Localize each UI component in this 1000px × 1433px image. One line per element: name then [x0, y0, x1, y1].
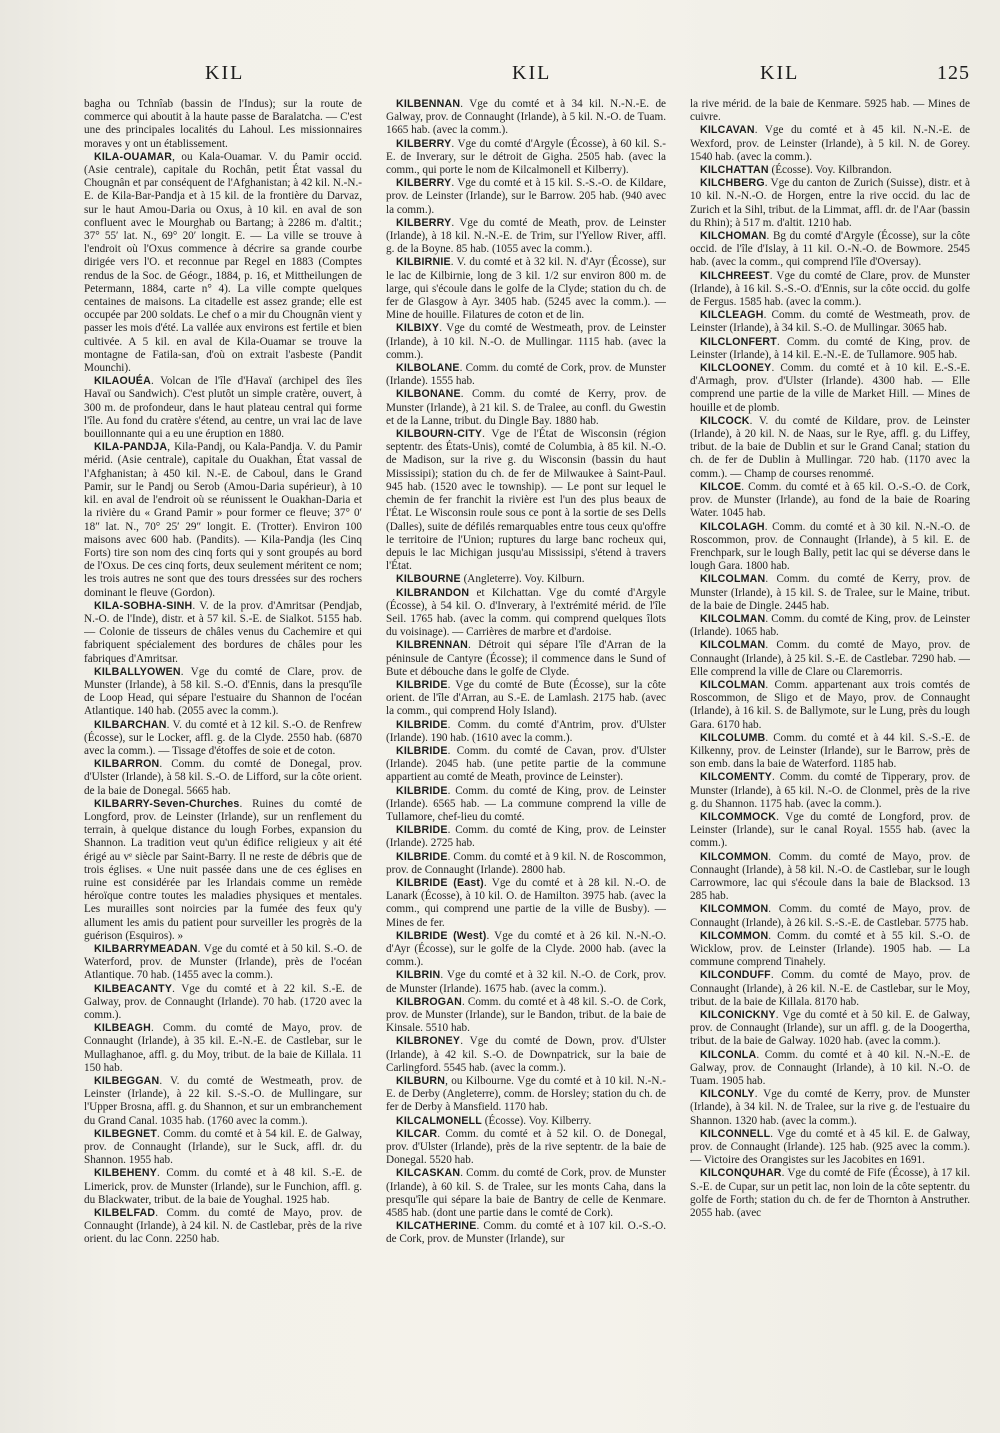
dictionary-entry: [386, 177, 666, 217]
entry-text: . Bg du comté d'Argyle (Écosse), sur la côte occid. de l'île d'Islay, à 11 kil. O.-N.-O. de Bowmore. 2545 hab. (avec la comm., qui comprend l'île d'Oversay).: [690, 230, 970, 269]
entry-headword: KILCLOONEY: [700, 362, 772, 375]
entry-headword: KILBRIDE: [396, 784, 448, 797]
entry-headword: KILCOLMAN: [700, 612, 766, 625]
entry-headword: KILCOLMAN: [700, 639, 766, 652]
entry-headword: KILBOLANE: [396, 362, 460, 375]
entry-headword: KILBENNAN: [396, 98, 461, 110]
entry-headword: KILCOLUMB: [700, 731, 766, 744]
entry-text: la rive mérid. de la baie de Kenmare. 5925 hab. — Mines de cuivre.: [690, 98, 970, 124]
dictionary-entry: [84, 98, 362, 151]
dictionary-entry: [386, 587, 666, 640]
entry-text: . Comm. du comté de Westmeath, prov. de Leinster (Irlande), à 34 kil. S.-O. de Mullingar. 3065 hab.: [690, 309, 970, 335]
entry-headword: KILBARRON: [94, 758, 160, 771]
entry-headword: KILCOLMAN: [700, 678, 766, 691]
dictionary-entry: [690, 309, 970, 335]
entry-headword: KILBRIN: [396, 969, 441, 982]
entry-text: . V. du comté de Westmeath, prov. de Leinster (Irlande), à 22 kil. S.-S.-O. de Mullingare, sur l'Upper Brosna, affl. g. du Shannon, et sur un embranchement du Grand Canal. 1035 hab. (1760 avec la comm.).: [84, 1075, 362, 1127]
entry-text: . Vge du comté et à 34 kil. N.-N.-E. de Galway, prov. de Connaught (Irlande), à 5 kil. N.-O. de Tuam. 1665 hab. (avec la comm.).: [386, 98, 666, 137]
dictionary-entry: [84, 983, 362, 1023]
dictionary-entry: [84, 943, 362, 983]
entry-text: . Comm. du comté de Kerry, prov. de Munster (Irlande), à 15 kil. S. de Tralee, sur le Maine, tribut. de la baie de Dingle. 2445 hab.: [690, 573, 970, 612]
entry-text: . Comm. du comté de Mayo, prov. de Connaught (Irlande), à 25 kil. S.-E. de Castlebar. 7290 hab. — Elle comprend la ville de Clare ou Claremorris.: [690, 639, 970, 678]
entry-text: . Comm. du comté d'Antrim, prov. d'Ulster (Irlande). 190 hab. (1610 avec la comm.).: [386, 718, 666, 744]
running-header: [70, 62, 970, 92]
entry-text: . Comm. du comté de Mayo, prov. de Connaught (Irlande), à 26 kil. N.-E. de Castlebar, sur le Moy, tribut. de la baie de Killala. 8170 hab.: [690, 969, 970, 1008]
entry-text: . Vge du comté de Fife (Écosse), à 17 kil. S.-E. de Cupar, sur un petit lac, non loin de la côte septentr. du golfe de Forth; station du ch. de fer de Thornton à Anstruther. 2055 hab. (avec: [690, 1167, 970, 1220]
dictionary-entry: [690, 1128, 970, 1168]
entry-headword: KILCAR: [396, 1127, 438, 1140]
entry-text: . Comm. du comté et à 30 kil. N.-N.-O. de Roscommon, prov. de Connaught (Irlande), à 5 kil. E. de Frenchpark, sur le lough Bally, petit lac qui se déverse dans le lough Gara. 1800 hab.: [690, 520, 970, 573]
dictionary-entry: [386, 679, 666, 719]
entry-headword: KILBRANDON: [396, 586, 470, 599]
entry-headword: KILCLEAGH: [700, 309, 764, 322]
entry-headword: KILCHOMAN: [700, 230, 767, 243]
entry-text: . Vge du comté et à 15 kil. S.-S.-O. de Kildare, prov. de Leinster (Irlande), sur le Barrow. 205 hab. (940 avec la comm.).: [386, 177, 666, 216]
entry-headword: KILBELFAD: [94, 1207, 156, 1220]
entry-headword: KILCONICKNY: [700, 1009, 776, 1022]
entry-text: . Vge du comté de Westmeath, prov. de Leinster (Irlande), à 10 kil. N.-O. de Mullingar. 1115 hab. (avec la comm.).: [386, 322, 666, 361]
entry-text: . Comm. du comté et à 107 kil. O.-S.-O. de Cork, prov. de Munster (Irlande), sur: [386, 1220, 666, 1246]
entry-headword: KILCONLY: [700, 1088, 755, 1101]
entry-headword: KILBOURNE: [396, 573, 461, 586]
dictionary-entry: [690, 124, 970, 164]
entry-text: . Comm. du comté et à 54 kil. E. de Galway, prov. de Connaught (Irlande), sur le Suck, affl. dr. du Shannon. 1955 hab.: [84, 1127, 362, 1167]
entry-text: . Comm. du comté de Cork, prov. de Munster (Irlande), à 60 kil. S. de Tralee, sur les monts Caha, dans la presqu'île qui sépare la baie de Bantry de celle de Kenmare. 4585 hab. (dont une partie dans le comté de Cork).: [386, 1167, 666, 1220]
dictionary-entry: [386, 996, 666, 1036]
dictionary-entry: [386, 138, 666, 178]
entry-headword: KILBARRYMEADAN: [94, 943, 198, 955]
dictionary-entry: [386, 1220, 666, 1246]
entry-text: . V. du comté et à 12 kil. S.-O. de Renfrew (Écosse), sur le Locker, affl. g. de la Clyde. 2550 hab. (6870 avec la comm.). — Tissage d'étoffes de soie et de coton.: [84, 718, 362, 757]
entry-text: . Comm. du comté de Mayo, prov. de Connaught (Irlande), à 24 kil. N. de Castlebar, près de la rive orient. du lac Conn. 2250 hab.: [84, 1207, 362, 1246]
entry-headword: KILA-PANDJA: [94, 441, 168, 454]
column-2: [386, 98, 666, 1388]
column-1: [84, 98, 362, 1388]
entry-text: . Comm. du comté et à 48 kil. S.-O. de Cork, prov. de Munster (Irlande), sur le Bandon, tribut. de la baie de Kinsale. 5510 hab.: [386, 995, 666, 1035]
entry-headword: KILBEAGH: [94, 1022, 151, 1035]
dictionary-entry: [690, 732, 970, 772]
dictionary-entry: [690, 1088, 970, 1128]
dictionary-entry: [84, 719, 362, 759]
entry-headword: KILCONDUFF: [700, 969, 771, 982]
entry-text: . Vge de l'État de Wisconsin (région septentr. des États-Unis), comté de Columbia, à 85 kil. N.-O. de Madison, sur la rive g. du Wisconsin (bassin du haut Mississipi); station du ch. de fer de Milwaukee à Saint-Paul. 945 hab. (1520 avec le township). — Le pont sur lequel le chemin de fer franchit la rivière est l'un des plus beaux de l'État. Le Wisconsin roule sous ce pont à la sortie de ses Dells (Dalles), suite de défilés remarquables entre tous ceux qu'offre le territoire de l'Union; ruptures du large banc rocheux qui, depuis le lac Michigan jusqu'au Mississipi, s'étend à travers l'État.: [386, 428, 666, 573]
entry-text: . Vge du comté de Down, prov. d'Ulster (Irlande), à 42 kil. S.-O. de Downpatrick, sur la baie de Carlingford. 5545 hab. (avec la comm.).: [386, 1035, 666, 1074]
dictionary-entry: [690, 1009, 970, 1049]
header-right: KIL: [760, 62, 800, 84]
dictionary-entry: [690, 851, 970, 904]
dictionary-entry: [386, 1128, 666, 1168]
dictionary-entry: [386, 1167, 666, 1220]
entry-headword: KILBRIDE (East): [396, 876, 484, 889]
entry-text: . Comm. du comté de Tipperary, prov. de Munster (Irlande), à 65 kil. N.-O. de Clonmel, près de la rive g. du Shannon. 1175 hab. (avec la comm.).: [690, 771, 970, 810]
entry-headword: KILCOMMON: [700, 929, 769, 942]
dictionary-entry: [84, 1128, 362, 1168]
entry-text: . Vge du comté et à 45 kil. N.-N.-E. de Wexford, prov. de Leinster (Irlande), à 5 kil. N. de Gorey. 1540 hab. (avec la comm.).: [690, 124, 970, 163]
entry-text: . Vge du comté de Clare, prov. de Munster (Irlande), à 16 kil. S.-S.-O. d'Ennis, sur la côte occid. du golfe de Fergus. 1585 hab. (avec la comm.).: [690, 269, 970, 309]
entry-headword: KILCASKAN: [396, 1167, 461, 1180]
entry-text: . Comm. du comté et à 9 kil. N. de Roscommon, prov. de Connaught (Irlande). 2800 hab.: [386, 850, 666, 876]
dictionary-entry: [690, 930, 970, 970]
entry-text: . Comm. du comté et à 40 kil. N.-N.-E. de Galway, prov. de Connaught (Irlande), à 10 kil. N.-O. de Tuam. 1905 hab.: [690, 1048, 970, 1088]
dictionary-entry: [84, 1075, 362, 1128]
dictionary-entry: [690, 1167, 970, 1220]
entry-headword: KILBRIDE: [396, 678, 448, 691]
entry-headword: KILCOMENTY: [700, 771, 773, 784]
dictionary-entry: [386, 824, 666, 850]
entry-headword: KILCAVAN: [700, 124, 755, 137]
entry-text: . V. du comté de Kildare, prov. de Leinster (Irlande), à 20 kil. N. de Naas, sur le Rye, affl. g. du Liffey, tribut. de la baie de Dublin et sur le Grand Canal; station du ch. de fer de Dublin à Mullingar. 720 hab. (1170 avec la comm.). — Champ de courses renommé.: [690, 414, 970, 480]
entry-headword: KILBRIDE: [396, 744, 448, 757]
entry-text: . Vge du comté et à 45 kil. E. de Galway, prov. de Connaught (Irlande). 125 hab. (925 avec la comm.). — Victoire des Orangistes sur les Jacobites en 1691.: [690, 1127, 970, 1167]
dictionary-entry: [386, 362, 666, 388]
entry-text: et Kilchattan. Vge du comté d'Argyle (Écosse), à 54 kil. O. d'Inverary, à l'extrémité mérid. de l'île Seil. 1765 hab. (avec la comm. qui comprend quelques îlots du voisinage). — Carrières de marbre et d'ardoise.: [386, 586, 666, 639]
entry-headword: KILCOE: [700, 480, 742, 493]
entry-headword: KILCOMMON: [700, 850, 769, 863]
entry-headword: KILCONQUHAR: [700, 1167, 782, 1180]
dictionary-entry: [690, 98, 970, 124]
column-3: [690, 98, 970, 1388]
dictionary-entry: [84, 441, 362, 599]
dictionary-entry: [690, 903, 970, 929]
dictionary-entry: [84, 666, 362, 719]
dictionary-entry: [690, 771, 970, 811]
dictionary-entry: [386, 98, 666, 138]
entry-text: . Vge du comté et à 22 kil. S.-E. de Galway, prov. de Connaught (Irlande). 70 hab. (1720 avec la comm.).: [84, 982, 362, 1022]
entry-text: , ou Kala-Ouamar. V. du Pamir occid. (Asie centrale), capitale du Rochân, petit État vassal du Chougnân et par conséquent de l'Afghanistan; à 42 kil. N.-N.-E. de Kila-Bar-Pandja et à 15 kil. de la frontière du Darvaz, sur le haut Amou-Daria ou Oxus, à 10 kil. en aval de son confluent avec le Mourghab ou Bartang; à 2286 m. d'altit.; 37° 55′ lat. N., 69° 20′ longit. E. — La ville se trouve à l'endroit où l'Oxus commence à décrire sa grande courbe dirigée vers l'O. et reconnue par Regel en 1883 (Comptes rendus de la Soc. de Géogr., 1884, p. 16, et Mittheilungen de Petermann, 1884, carte n° 4). La ville compte quelques centaines de maisons. La citadelle est assez grande; elle est occupée par 200 soldats. Le chef o a mir du Chougnân vient y passer les mois d'été. La vallée aux environs est fertile et bien cultivée. A 5 kil. en aval de Kila-Ouamar se trouve la montagne de Fatila-san, d'où on extrait l'asbeste (Pandit Mounchi).: [84, 150, 362, 375]
entry-headword: KILBEACANTY: [94, 982, 173, 995]
entry-headword: KILBEGGAN: [94, 1075, 160, 1088]
entry-headword: KILBRONEY: [396, 1035, 461, 1048]
dictionary-entry: [386, 851, 666, 877]
entry-headword: KILCOLMAN: [700, 573, 766, 586]
entry-text: . Comm. du comté de King, prov. de Leinster (Irlande). 1065 hab.: [690, 612, 970, 639]
entry-headword: KILBIRNIE: [396, 256, 451, 269]
entry-headword: KILBURN: [396, 1075, 446, 1088]
dictionary-entry: [690, 481, 970, 521]
entry-text: . Comm. du comté et à 48 kil. S.-E. de Limerick, prov. de Munster (Irlande), sur le Funchion, affl. g. du Blackwater, tribut. de la baie de Youghal. 1925 hab.: [84, 1167, 362, 1206]
entry-text: . Vge du comté et à 50 kil. S.-O. de Waterford, prov. de Munster (Irlande), près de l'océan Atlantique. 70 hab. (1455 avec la comm.).: [84, 943, 362, 982]
entry-headword: KILBRIDE: [396, 850, 448, 863]
entry-text: . Vge du comté et à 50 kil. E. de Galway, prov. de Connaught (Irlande), sur un affl. g. de la Doogertha, tribut. de la baie de Galway. 1020 hab. (avec la comm.).: [690, 1009, 970, 1048]
entry-headword: KILBEGNET: [94, 1127, 158, 1140]
dictionary-entry: [690, 1049, 970, 1089]
entry-headword: KILCOLAGH: [700, 520, 765, 533]
entry-text: . Comm. du comté de King, prov. de Leinster (Irlande), à 14 kil. E.-N.-E. de Tullamore. 905 hab.: [690, 335, 970, 361]
entry-headword: KILCOCK: [700, 414, 750, 427]
dictionary-entry: [386, 1075, 666, 1115]
dictionary-entry: [386, 639, 666, 679]
entry-text: . Comm. du comté de King, prov. de Leinster (Irlande). 2725 hab.: [386, 824, 666, 850]
entry-text: . Volcan de l'île d'Havaï (archipel des îles Havaï ou Sandwich). C'est plutôt un simple cratère, ouvert, à 300 m. de profondeur, dans le haut plateau central qui forme l'île. Au fond du cratère s'étend, au centre, un vrai lac de lave bouillonnante qui a eu une éruption en 1880.: [84, 375, 362, 441]
dictionary-entry: [386, 573, 666, 586]
entry-headword: KILBOURN-CITY: [396, 428, 483, 441]
entry-text: . Vge du comté de Clare, prov. de Munster (Irlande), à 58 kil. S.-O. d'Ennis, dans la presqu'île de Loop Head, qui sépare l'estuaire du Shannon de l'océan Atlantique. 140 hab. (2055 avec la comm.).: [84, 665, 362, 718]
entry-text: (Angleterre). Voy. Kilburn.: [460, 573, 585, 586]
dictionary-entry: [84, 798, 362, 943]
dictionary-entry: [84, 151, 362, 375]
entry-headword: KILCONNELL: [700, 1127, 771, 1140]
entry-headword: KILBARRY-Seven-Churches: [94, 797, 240, 810]
dictionary-entry: [690, 679, 970, 732]
entry-text: . Vge du comté et à 28 kil. N.-O. de Lanark (Écosse), à 10 kil. O. de Hamilton. 3975 hab. (avec la comm., qui comprend une partie de la ville de Busby). — Mines de fer.: [386, 876, 666, 929]
entry-headword: KILBRIDE: [396, 824, 448, 837]
dictionary-entry: [84, 375, 362, 441]
dictionary-entry: [690, 177, 970, 230]
entry-text: . V. de la prov. d'Amritsar (Pendjab, N.-O. de l'Inde), distr. et à 57 kil. S.-E. de Sialkot. 5155 hab. — Colonie de tisseurs de châles venus du Cachemire et qui fabriquent spécialement des bordures de châles pour les fabriques d'Amritsar.: [84, 599, 362, 665]
entry-text: . Comm. du comté de Cavan, prov. d'Ulster (Irlande). 2045 hab. (une petite partie de la commune appartient au comté de Meath, province de Leinster).: [386, 744, 666, 784]
entry-text: . Comm. du comté de Cork, prov. de Munster (Irlande). 1555 hab.: [386, 362, 666, 388]
dictionary-entry: [690, 613, 970, 639]
dictionary-entry: [386, 322, 666, 362]
entry-headword: KILBERRY: [396, 137, 452, 150]
entry-text: , Kila-Pandj, ou Kala-Pandja. V. du Pamir mérid. (Asie centrale), capitale du Ouakhan, État vassal de l'Afghanistan; à 450 kil. N.-E. de Caboul, dans le Grand Pamir, sur le Pandj ou Serob (Amou-Daria supérieur), à 10 kil. en aval de l'endroit où se réunissent le Ouakhan-Daria et la rivière du « Grand Pamir » pour former ce fleuve; 37° 0′ 18″ lat. N., 70° 25′ 29″ longit. E. (Trotter). Environ 100 maisons avec 600 hab. (Pandits). — Kila-Pandja (les Cinq Forts) tire son nom des cinq forts qui y sont groupés au bord de l'Oxus. De ces cinq forts, deux seulement méritent ce nom; les trois autres ne sont que des tours dressées sur des rochers dominant le fleuve (Gordon).: [84, 441, 362, 599]
dictionary-entry: [386, 256, 666, 322]
entry-text: . Comm. du comté et à 65 kil. O.-S.-O. de Cork, prov. de Munster (Irlande), au fond de la baie de Roaring Water. 1045 hab.: [690, 480, 970, 520]
entry-headword: KILCONLA: [700, 1048, 757, 1061]
entry-text: (Écosse). Voy. Kilberry.: [481, 1114, 592, 1127]
entry-headword: KILBROGAN: [396, 995, 462, 1008]
dictionary-entry: [690, 521, 970, 574]
entry-text: . Comm. du comté de Mayo, prov. de Connaught (Irlande), à 35 kil. E.-N.-E. de Castlebar, sur le Mullaghanoe, affl. g. du Moy, tribut. de la baie de Killala. 11 150 hab.: [84, 1022, 362, 1074]
entry-headword: KILAOUÉA: [94, 375, 151, 388]
entry-headword: KILA-SOBHA-SINH: [94, 599, 193, 612]
entry-headword: KILBERRY: [396, 177, 452, 190]
entry-text: . Vge du comté de Meath, prov. de Leinster (Irlande), à 18 kil. N.-N.-E. de Trim, sur l'Yellow River, affl. g. de la Boyne. 85 hab. (1055 avec la comm.).: [386, 216, 666, 256]
entry-text: . Vge du comté de Bute (Écosse), sur la côte orient. de l'île d'Arran, au S.-E. de Lamlash. 2175 hab. (avec la comm., qui comprend Holy Island).: [386, 678, 666, 718]
header-left: KIL: [205, 62, 245, 84]
text-columns: [84, 98, 970, 1388]
entry-headword: KILBRENNAN: [396, 639, 469, 652]
entry-text: . Vge du comté et à 26 kil. N.-N.-O. d'Ayr (Écosse), sur le golfe de la Clyde. 2000 hab. (avec la comm.).: [386, 929, 666, 969]
dictionary-entry: [386, 785, 666, 825]
dictionary-entry: [84, 1167, 362, 1207]
dictionary-entry: [690, 230, 970, 270]
entry-text: . Vge du comté de Kerry, prov. de Munster (Irlande), à 34 kil. N. de Tralee, sur la rive g. de l'estuaire du Shannon. 1320 hab. (avec la comm.).: [690, 1088, 970, 1127]
entry-text: . Comm. du comté de Mayo, prov. de Connaught (Irlande), à 26 kil. S.-S.-E. de Castlebar. 5775 hab.: [690, 903, 970, 929]
entry-headword: KILCLONFERT: [700, 335, 777, 348]
entry-text: . Comm. du comté de King, prov. de Leinster (Irlande). 6565 hab. — La commune comprend la ville de Tullamore, chef-lieu du comté.: [386, 784, 666, 823]
dictionary-entry: [386, 1035, 666, 1075]
dictionary-entry: [386, 719, 666, 745]
dictionary-entry: [84, 1207, 362, 1247]
dictionary-entry: [386, 930, 666, 970]
dictionary-entry: [386, 745, 666, 785]
dictionary-entry: [84, 600, 362, 666]
dictionary-entry: [386, 969, 666, 995]
entry-headword: KILBRIDE (West): [396, 929, 487, 942]
entry-headword: KILCOMMOCK: [700, 810, 777, 823]
page-number: 125: [937, 62, 970, 84]
entry-text: . Vge du comté de Longford, prov. de Leinster (Irlande), sur le canal Royal. 1555 hab. (avec la comm.).: [690, 810, 970, 850]
entry-headword: KILCATHERINE: [396, 1220, 477, 1233]
entry-text: . Comm. appartenant aux trois comtés de Roscommon, de Sligo et de Mayo, prov. de Connaught (Irlande), à 16 kil. S. de Ballymote, sur le Lung, près du lough Gara. 6170 hab.: [690, 678, 970, 731]
dictionary-entry: [690, 270, 970, 310]
dictionary-entry: [386, 877, 666, 930]
entry-text: . V. du comté et à 32 kil. N. d'Ayr (Écosse), sur le lac de Kilbirnie, long de 3 kil. 1/2 sur environ 800 m. de large, qui s'écoule dans le golfe de la Clyde; station du ch. de fer de Glasgow à Ayr. 3405 hab. (5245 avec la comm.). — Mine de houille. Filatures de coton et de lin.: [386, 256, 666, 322]
entry-headword: KILCHBERG: [700, 177, 765, 190]
dictionary-entry: [690, 362, 970, 415]
entry-headword: KILBIXY: [396, 322, 440, 335]
entry-headword: KILBERRY: [396, 216, 452, 229]
entry-headword: KILCHATTAN: [700, 164, 769, 177]
dictionary-entry: [690, 415, 970, 481]
entry-text: . Comm. du comté et à 10 kil. E.-S.-E. d'Armagh, prov. d'Ulster (Irlande). 4300 hab. — Elle comprend une partie de la ville de Market Hill. — Mines de houille et de plomb.: [690, 362, 970, 414]
entry-text: . Détroit qui sépare l'île d'Arran de la péninsule de Cantyre (Écosse); il commence dans le Sund of Bute et débouche dans le golfe de Clyde.: [386, 639, 666, 678]
dictionary-entry: [690, 969, 970, 1009]
entry-headword: KILCHREEST: [700, 269, 770, 282]
dictionary-entry: [690, 336, 970, 362]
dictionary-entry: [690, 573, 970, 613]
entry-headword: KILBEHENY: [94, 1167, 158, 1180]
entry-text: . Ruines du comté de Longford, prov. de Leinster (Irlande), sur un renflement du terrain, à quelque distance du lough Forbes, expansion du Shannon. La tradition veut qu'un édifice religieux y ait été érigé au vᵉ siècle par Saint-Barry. Il ne reste de débris que de trois églises. « Une nuit passée dans une de ces églises en ruine est considérée par les Irlandais comme un remède héroïque contre toutes les maladies physiques et mentales. Les murailles sont noircies par la fumée des feux qu'y allument les amis du patient pour surveiller les progrès de la guérison (Esquiros). »: [84, 797, 362, 942]
dictionary-entry: [84, 1022, 362, 1075]
dictionary-entry: [690, 811, 970, 851]
entry-headword: KILCOMMON: [700, 903, 769, 916]
entry-text: , ou Kilbourne. Vge du comté et à 10 kil. N.-N.-E. de Derby (Angleterre), comm. de Horsley; station du ch. de fer de Derby à Mansfield. 1170 hab.: [386, 1075, 666, 1114]
entry-text: . Vge du canton de Zurich (Suisse), distr. et à 10 kil. N.-N.-O. de Horgen, entre la rive occid. du lac de Zurich et la Sihl, tribut. de la Limmat, affl. dr. de l'Aar (bassin du Rhin); à 517 m. d'altit. 1210 hab.: [690, 177, 970, 229]
dictionary-entry: [386, 217, 666, 257]
entry-text: bagha ou Tchnîab (bassin de l'Indus); sur la route de commerce qui aboutit à la haute passe de Baralatcha. — C'est une des principales localités du Lahoul. Les missionnaires moraves y ont un établissement.: [84, 98, 362, 150]
entry-headword: KILBRIDE: [396, 718, 448, 731]
header-center: KIL: [512, 62, 552, 84]
entry-text: . Comm. du comté et à 55 kil. S.-O. de Wicklow, prov. de Leinster (Irlande). 1905 hab. — La commune comprend Tinahely.: [690, 929, 970, 969]
entry-headword: KILA-OUAMAR: [94, 150, 173, 163]
dictionary-entry: [690, 639, 970, 679]
entry-headword: KILBONANE: [396, 388, 461, 401]
entry-headword: KILBALLYOWEN: [94, 665, 181, 678]
dictionary-entry: [386, 1115, 666, 1128]
dictionary-entry: [386, 388, 666, 428]
dictionary-entry: [84, 758, 362, 798]
entry-text: . Vge du comté d'Argyle (Écosse), à 60 kil. S.-E. de Inverary, sur le détroit de Gigha. 2505 hab. (avec la comm., qui porte le nom de Kilcalmonell et Kilberry).: [386, 137, 666, 177]
dictionary-entry: [386, 428, 666, 573]
entry-text: (Écosse). Voy. Kilbrandon.: [768, 164, 892, 177]
entry-text: . Comm. du comté et à 44 kil. S.-S.-E. de Kilkenny, prov. de Leinster (Irlande), sur le Barrow, près de son emb. dans la baie de Waterford. 1185 hab.: [690, 731, 970, 771]
dictionary-entry: [690, 164, 970, 177]
entry-text: . Comm. du comté de Donegal, prov. d'Ulster (Irlande), à 58 kil. S.-O. de Lifford, sur la côte orient. de la baie de Donegal. 5665 hab.: [84, 758, 362, 797]
entry-text: . Comm. du comté de Mayo, prov. de Connaught (Irlande), à 58 kil. N.-O. de Castlebar, sur le lough Carrowmore, lac qui s'écoule dans la baie de Blacksod. 13 285 hab.: [690, 850, 970, 903]
entry-text: . Comm. du comté de Kerry, prov. de Munster (Irlande), à 21 kil. S. de Tralee, au confl. du Gwestin et de la Lanne, tribut. du Dingle Bay. 1880 hab.: [386, 388, 666, 427]
entry-headword: KILBARCHAN: [94, 718, 167, 731]
entry-headword: KILCALMONELL: [396, 1114, 482, 1127]
entry-text: . Comm. du comté et à 52 kil. O. de Donegal, prov. d'Ulster (Irlande), près de la rive septentr. de la baie de Donegal. 5520 hab.: [386, 1127, 666, 1167]
entry-text: . Vge du comté et à 32 kil. N.-O. de Cork, prov. de Munster (Irlande). 1675 hab. (avec la comm.).: [386, 969, 666, 995]
